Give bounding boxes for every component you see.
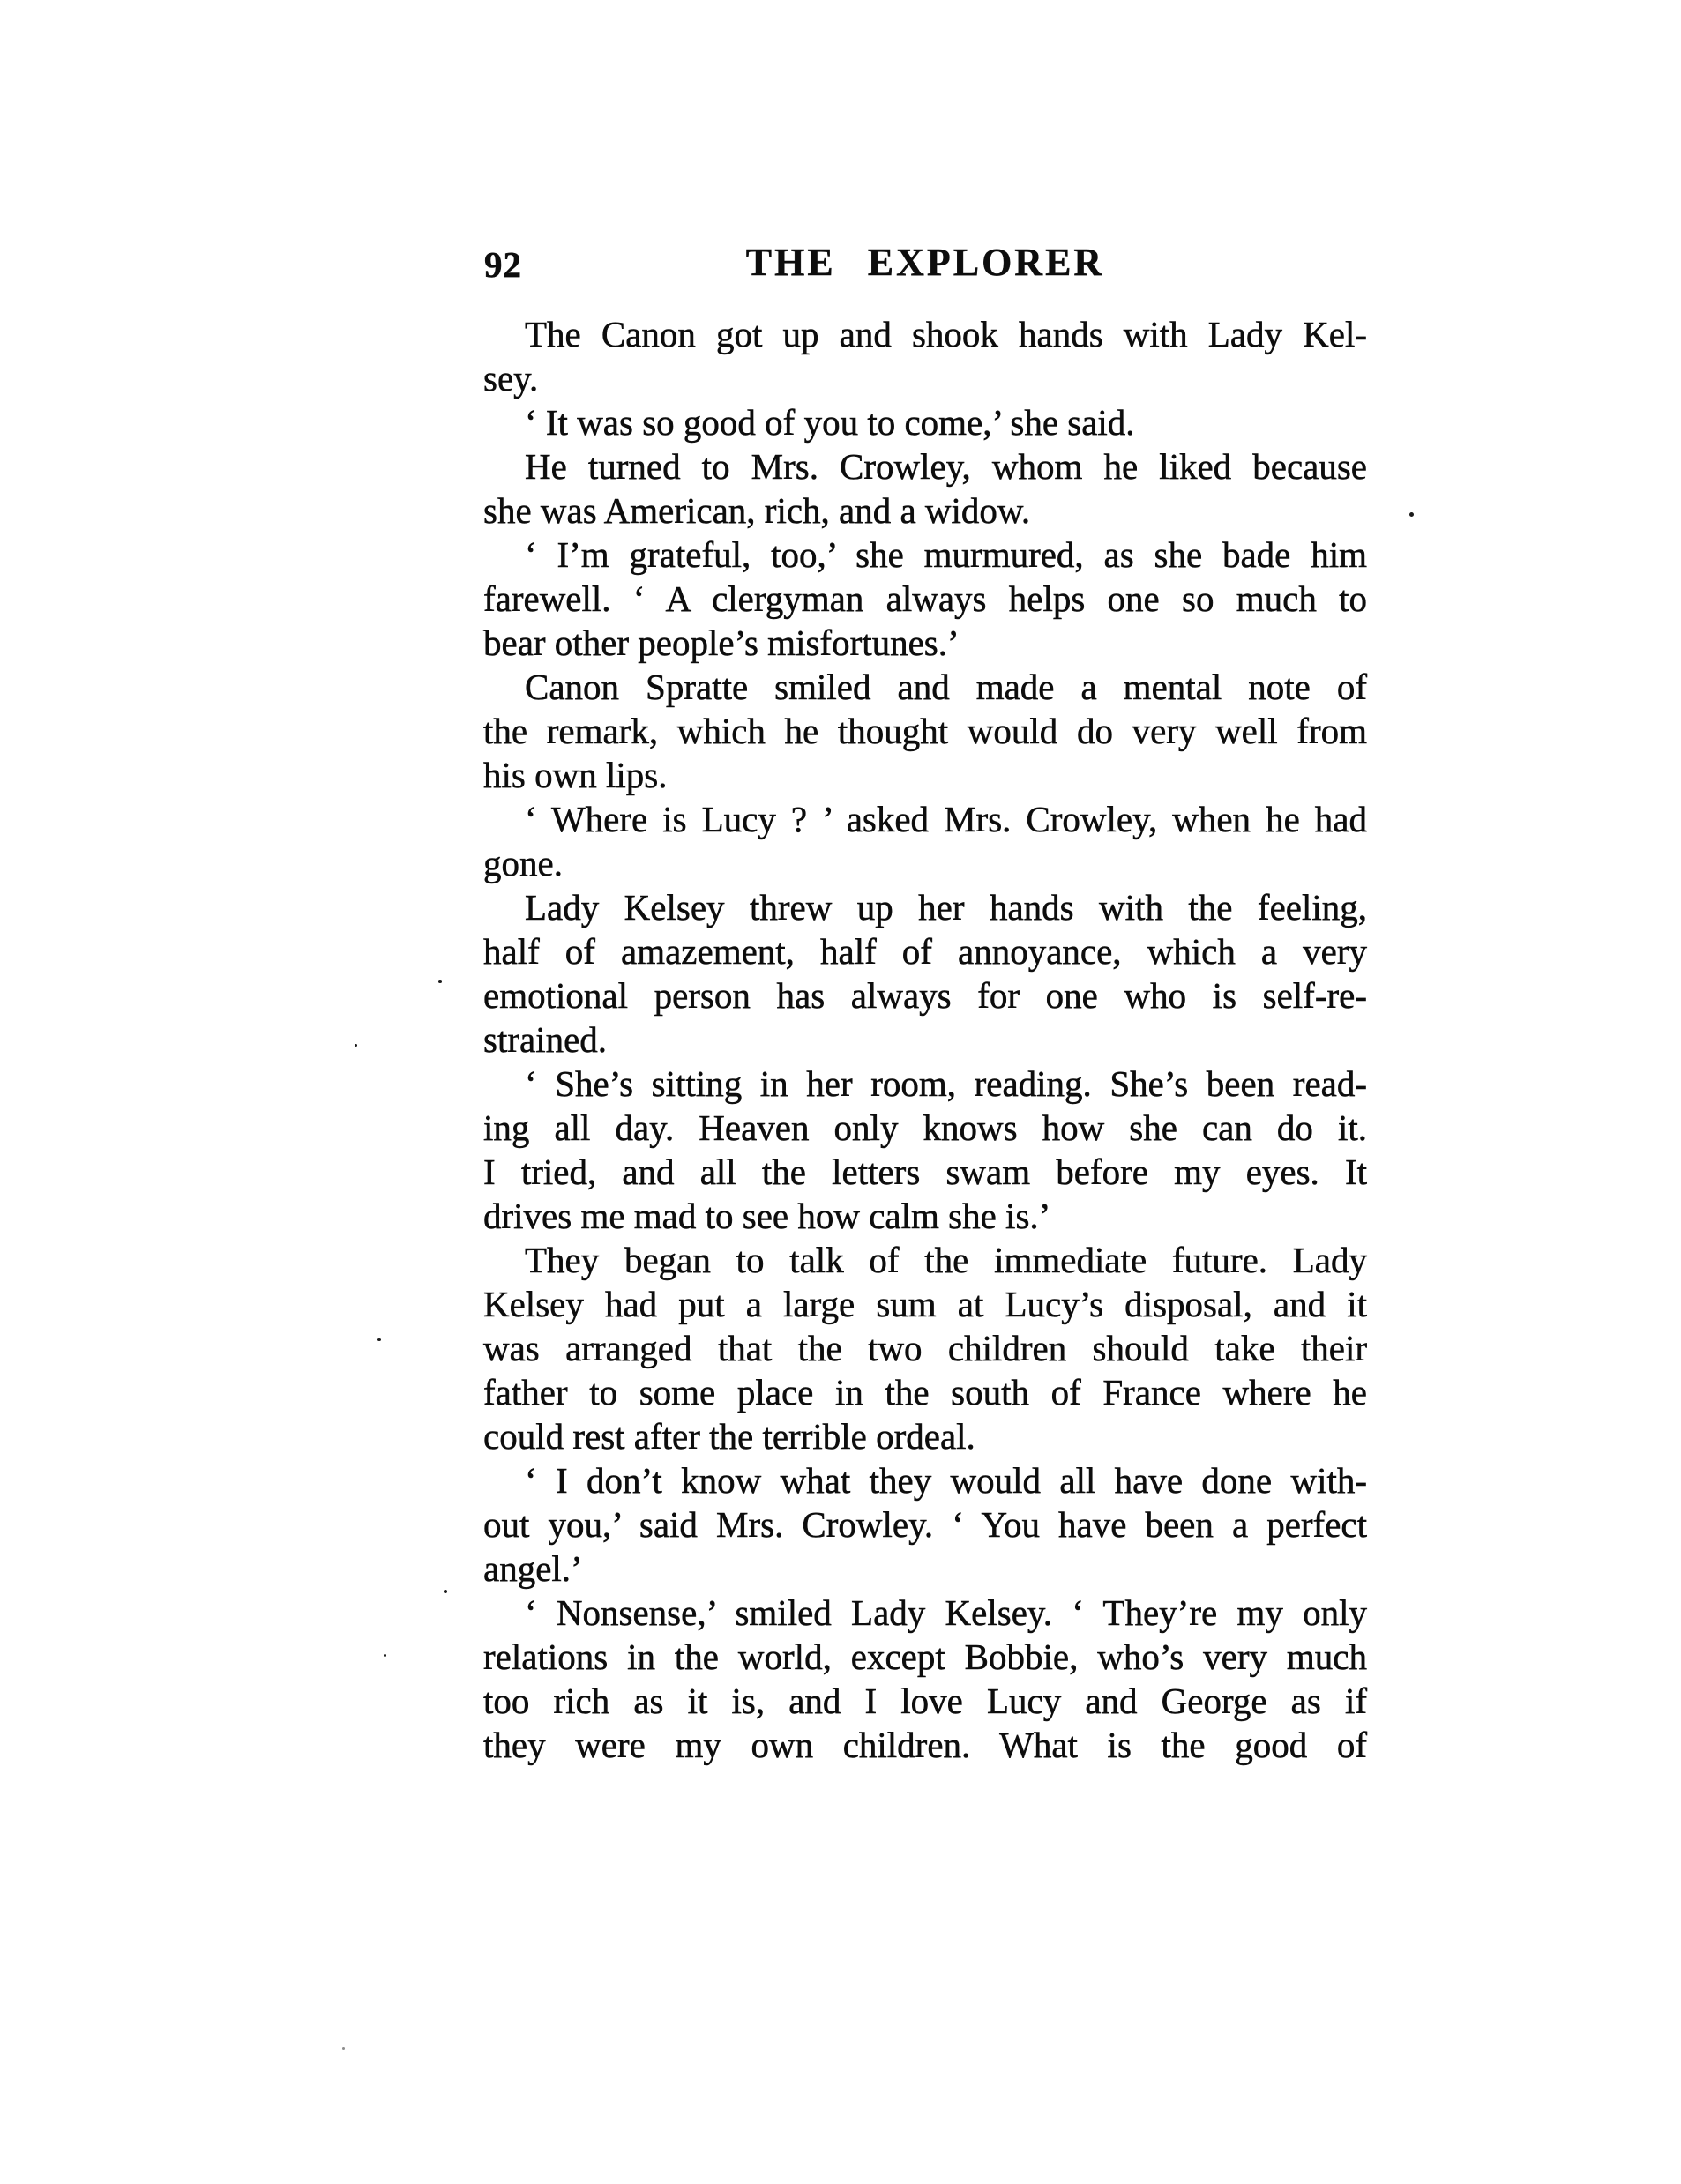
text-line: they were my own children. What is the good of [483, 1725, 1367, 1765]
scan-speck [1409, 512, 1414, 517]
text-line: They began to talk of the immediate future. Lady [525, 1240, 1367, 1280]
text-line: ‘ It was so good of you to come,’ she said. [525, 402, 1135, 443]
text-line: ing all day. Heaven only knows how she can do it. [483, 1107, 1367, 1148]
text-line: bear other people’s misfortunes.’ [483, 622, 960, 663]
page-header [483, 240, 1367, 287]
scan-speck [355, 1044, 357, 1047]
text-line: farewell. ‘ A clergyman always helps one so much to [483, 578, 1367, 619]
text-line: gone. [483, 843, 563, 883]
text-line: Kelsey had put a large sum at Lucy’s disposal, and it [483, 1284, 1367, 1324]
text-line: ‘ Nonsense,’ smiled Lady Kelsey. ‘ They’re my only [525, 1592, 1367, 1633]
text-line: emotional person has always for one who is self-re- [483, 975, 1367, 1016]
text-line: He turned to Mrs. Crowley, whom he liked because [525, 446, 1367, 487]
text-line: too rich as it is, and I love Lucy and George as if [483, 1681, 1367, 1721]
scan-speck [444, 1590, 447, 1593]
text-line: ‘ Where is Lucy ? ’ asked Mrs. Crowley, when he had [525, 799, 1367, 839]
text-line: Canon Spratte smiled and made a mental note of [525, 667, 1367, 707]
text-line: strained. [483, 1019, 608, 1060]
text-line: his own lips. [483, 755, 668, 795]
scan-speck [377, 1338, 381, 1341]
text-line: was arranged that the two children should take their [483, 1328, 1367, 1368]
body-text [483, 312, 1367, 1767]
text-line: ‘ I don’t know what they would all have done with- [525, 1460, 1367, 1501]
text-line: ‘ She’s sitting in her room, reading. She’s been read- [525, 1063, 1367, 1104]
scan-speck [438, 980, 442, 983]
text-line: could rest after the terrible ordeal. [483, 1416, 975, 1457]
text-line: father to some place in the south of France where he [483, 1372, 1367, 1413]
scan-speck [384, 1654, 386, 1657]
text-line: relations in the world, except Bobbie, who’s very much [483, 1636, 1367, 1677]
text-line: half of amazement, half of annoyance, which a very [483, 931, 1367, 972]
text-line: she was American, rich, and a widow. [483, 490, 1031, 531]
page-number: 92 [484, 244, 522, 285]
text-line: out you,’ said Mrs. Crowley. ‘ You have been a perfect [483, 1504, 1367, 1545]
running-title: THE EXPLORER [745, 241, 1105, 284]
scan-speck [342, 2047, 345, 2050]
text-line: The Canon got up and shook hands with Lady Kel- [525, 314, 1367, 354]
text-line: sey. [483, 358, 539, 399]
text-line: Lady Kelsey threw up her hands with the feeling, [525, 887, 1367, 928]
text-line: the remark, which he thought would do very well from [483, 711, 1367, 751]
text-line: ‘ I’m grateful, too,’ she murmured, as she bade him [525, 534, 1367, 575]
text-line: angel.’ [483, 1548, 583, 1589]
text-line: drives me mad to see how calm she is.’ [483, 1196, 1051, 1236]
text-line: I tried, and all the letters swam before my eyes. It [483, 1152, 1367, 1192]
